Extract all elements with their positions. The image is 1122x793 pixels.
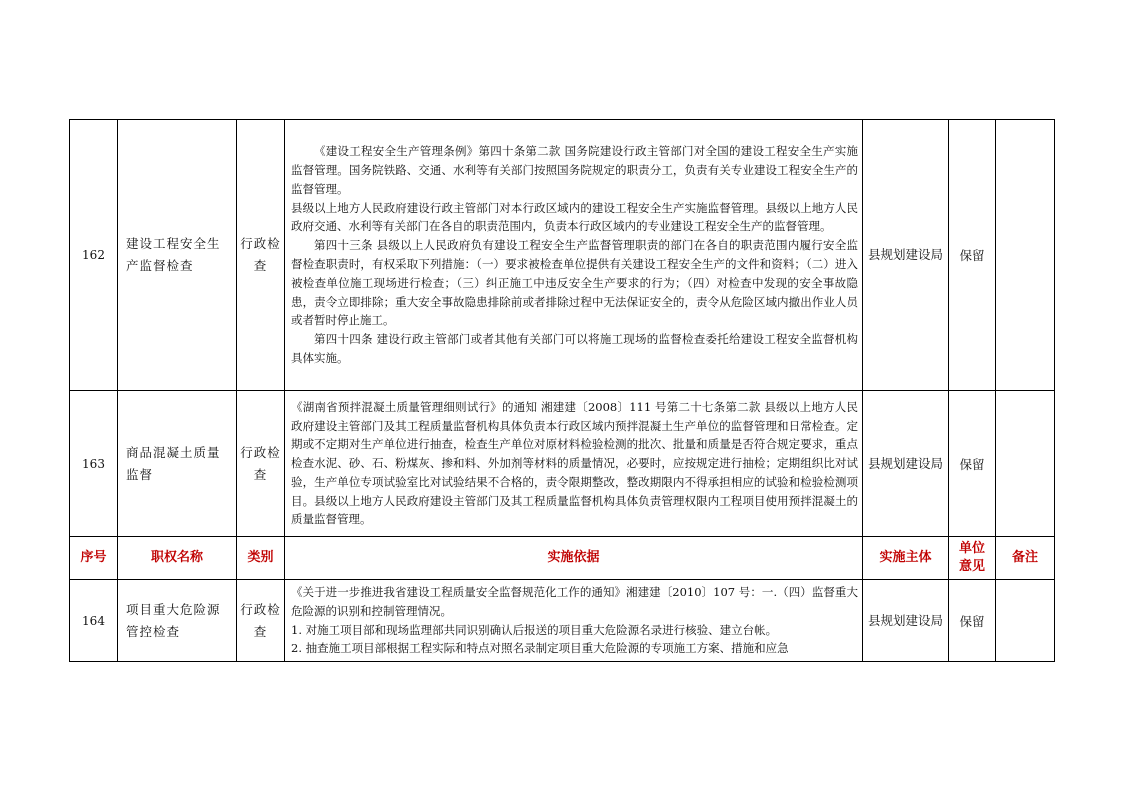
row-number: 164 (70, 580, 118, 662)
power-name: 商品混凝土质量监督 (118, 391, 237, 537)
basis-paragraph: 第四十四条 建设行政主管部门或者其他有关部门可以将施工现场的监督检查委托给建设工程安全监督机构具体实施。 (291, 332, 858, 365)
unit-opinion: 保留 (949, 120, 996, 391)
basis-paragraph: 1. 对施工项目部和现场监理部共同识别确认后报送的项目重大危险源名录进行核验、建立台帐。 (291, 622, 778, 637)
powers-table (69, 119, 1055, 662)
basis-paragraph: 《建设工程安全生产管理条例》第四十条第二款 国务院建设行政主管部门对全国的建设工程安全生产实施监督管理。国务院铁路、交通、水利等有关部门按照国务院规定的职责分工，负责有关专业建设工程安全生产的监督管理。 (291, 144, 858, 196)
basis-paragraph: 2. 抽查施工项目部根据工程实际和特点对照名录制定项目重大危险源的专项施工方案、措施和应急 (291, 641, 789, 656)
basis-paragraph: 《湖南省预拌混凝土质量管理细则试行》的通知 湘建建〔2008〕111 号第二十七条第二款 县级以上地方人民政府建设主管部门及其工程质量监督机构具体负责本行政区域内预拌混凝土生产单位的监督管理和日常检查。定期或不定期对生产单位进行抽查，检查生产单位对原材料检验检测的批次、批量和质量是否符合规定要求，重点检查水泥、砂、石、粉煤灰、掺和料、外加剂等材料的质量情况，必要时，应按规定进行抽检；定期组织比对试验，生产单位专项试验室比对试验结果不合格的，责令限期整改，整改期限内不得承担相应的试验和检验检测项目。县级以上地方人民政府建设主管部门及其工程质量监督机构具体负责管理权限内工程项目使用预拌混凝土的质量监督管理。 (291, 399, 858, 527)
header-opinion-line1: 单位 (958, 541, 985, 556)
header-basis: 实施依据 (285, 537, 863, 580)
power-type: 行政检查 (237, 120, 285, 391)
unit-opinion: 保留 (949, 580, 996, 662)
power-name: 项目重大危险源管控检查 (118, 580, 237, 662)
legal-basis (285, 120, 863, 391)
header-subject: 实施主体 (863, 537, 949, 580)
basis-paragraph: 第四十三条 县级以上人民政府负有建设工程安全生产监督管理职责的部门在各自的职责范围内履行安全监督检查职责时，有权采取下列措施：（一）要求被检查单位提供有关建设工程安全生产的文件和资料；（二）进入被检查单位施工现场进行检查；（三）纠正施工中违反安全生产要求的行为；（四）对检查中发现的安全事故隐患，责令立即排除；重大安全事故隐患排除前或者排除过程中无法保证安全的，责令从危险区域内撤出作业人员或者暂时停止施工。 (291, 238, 858, 328)
basis-paragraph: 《关于进一步推进我省建设工程质量安全监督规范化工作的通知》湘建建〔2010〕107 号：一.（四）监督重大危险源的识别和控制管理情况。 (291, 584, 858, 618)
header-row (70, 537, 1055, 580)
legal-basis (285, 391, 863, 537)
header-number: 序号 (70, 537, 118, 580)
table-row (70, 120, 1055, 391)
implementing-body: 县规划建设局 (863, 391, 949, 537)
row-number: 162 (70, 120, 118, 391)
implementing-body: 县规划建设局 (863, 120, 949, 391)
unit-opinion: 保留 (949, 391, 996, 537)
table-row (70, 391, 1055, 537)
row-number: 163 (70, 391, 118, 537)
header-note: 备注 (996, 537, 1055, 580)
header-type: 类别 (237, 537, 285, 580)
header-opinion (949, 537, 996, 580)
header-name: 职权名称 (118, 537, 237, 580)
power-type: 行政检查 (237, 580, 285, 662)
power-name: 建设工程安全生产监督检查 (118, 120, 237, 391)
remark (996, 580, 1055, 662)
implementing-body: 县规划建设局 (863, 580, 949, 662)
basis-paragraph: 县级以上地方人民政府建设行政主管部门对本行政区域内的建设工程安全生产实施监督管理。县级以上地方人民政府交通、水利等有关部门在各自的职责范围内，负责本行政区域内的专业建设工程安全生产的监督管理。 (291, 200, 858, 234)
remark (996, 120, 1055, 391)
header-opinion-line2: 意见 (958, 559, 985, 574)
table-row (70, 580, 1055, 662)
power-type: 行政检查 (237, 391, 285, 537)
legal-basis (285, 580, 863, 662)
remark (996, 391, 1055, 537)
